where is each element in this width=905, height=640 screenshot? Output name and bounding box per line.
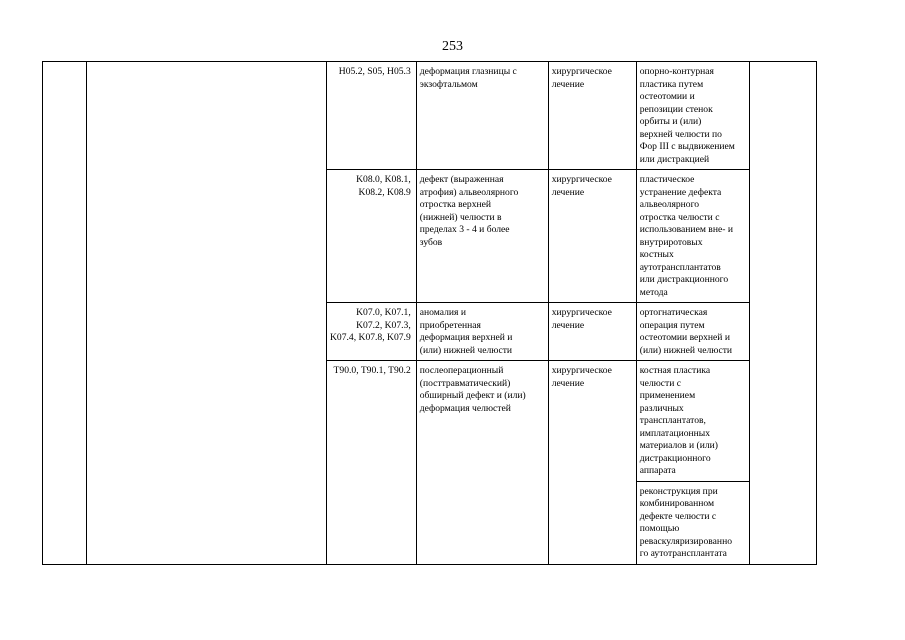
diagnosis-cell-line: обширный дефект и (или) — [419, 390, 526, 401]
treatment-type-cell-line: хирургическое — [551, 365, 612, 376]
icd-codes-cell-line: K08.2, K08.9 — [358, 186, 411, 198]
treatment-method-cell-line: репозиции стенок — [639, 103, 713, 115]
treatment-type-cell-line: лечение — [551, 319, 585, 331]
treatment-method-cell-line: остеотомии и — [639, 91, 695, 102]
treatment-method-cell-line: аппарата — [639, 465, 676, 476]
treatment-method-cell — [636, 481, 749, 564]
diagnosis-cell-line: деформация верхней и — [419, 332, 513, 343]
diagnosis-cell — [416, 62, 548, 170]
treatment-method-cell-line: или дистракцией — [639, 153, 710, 165]
icd-codes-cell-line: K07.4, K07.8, K07.9 — [330, 332, 411, 343]
treatment-method-cell-line: отростка челюсти с — [639, 211, 720, 223]
treatment-method-cell-line: костная пластика — [639, 365, 711, 376]
treatment-method-cell-line: дистракционного — [639, 452, 711, 464]
diagnosis-cell — [416, 361, 548, 565]
treatment-method-cell-line: использованием вне- и — [639, 224, 733, 235]
treatment-type-cell — [548, 361, 636, 565]
treatment-method-cell — [636, 361, 749, 482]
treatment-method-cell — [636, 62, 749, 170]
icd-codes-cell — [327, 303, 417, 361]
profile-cell — [87, 62, 327, 565]
treatment-method-cell — [636, 303, 749, 361]
treatment-method-cell-line: или дистракционного — [639, 274, 729, 285]
treatment-method-cell-line: Фор III с выдвижением — [639, 141, 735, 152]
treatment-method-cell-line: остеотомии верхней и — [639, 332, 730, 343]
diagnosis-cell-line: дефект (выраженная — [419, 174, 504, 185]
diagnosis-cell-line: отростка верхней — [419, 199, 492, 210]
treatment-method-cell — [636, 170, 749, 303]
icd-codes-cell — [327, 62, 417, 170]
diagnosis-cell-line: зубов — [419, 236, 443, 248]
icd-codes-cell-line: K07.2, K07.3, — [356, 319, 411, 331]
number-cell — [43, 62, 87, 565]
treatment-method-cell-line: челюсти с — [639, 377, 682, 389]
treatment-method-cell-line: имплатационных — [639, 427, 711, 439]
treatment-method-cell-line: помощью — [639, 523, 680, 534]
diagnosis-cell-line: экзофтальмом — [419, 78, 478, 90]
treatment-method-cell-line: операция путем — [639, 319, 705, 331]
treatment-type-cell-line: лечение — [551, 377, 585, 389]
treatment-method-cell-line: (или) нижней челюсти — [639, 344, 733, 356]
document-table-wrapper — [42, 61, 817, 565]
icd-codes-cell-line: K08.0, K08.1, — [356, 174, 411, 185]
diagnosis-cell-line: аномалия и — [419, 307, 466, 318]
diagnosis-cell-line: пределах 3 - 4 и более — [419, 224, 510, 235]
treatment-table — [42, 61, 817, 565]
icd-codes-cell-line: H05.2, S05, H05.3 — [338, 66, 411, 77]
diagnosis-cell-line: послеоперационный — [419, 365, 504, 376]
treatment-method-cell-line: устранение дефекта — [639, 186, 722, 198]
treatment-type-cell-line: лечение — [551, 186, 585, 198]
treatment-method-cell-line: различных — [639, 402, 684, 414]
table-body — [43, 62, 817, 565]
treatment-method-cell-line: ортогнатическая — [639, 307, 708, 318]
treatment-method-cell-line: внутриротовых — [639, 236, 703, 248]
diagnosis-cell-line: (или) нижней челюсти — [419, 344, 513, 356]
treatment-type-cell — [548, 303, 636, 361]
icd-codes-cell — [327, 361, 417, 565]
diagnosis-cell-line: атрофия) альвеолярного — [419, 186, 519, 198]
treatment-type-cell — [548, 62, 636, 170]
treatment-method-cell-line: метода — [639, 286, 668, 298]
diagnosis-cell — [416, 170, 548, 303]
treatment-method-cell-line: го аутотрансплантата — [639, 548, 727, 559]
page-number: 253 — [442, 39, 463, 54]
diagnosis-cell — [416, 303, 548, 361]
treatment-method-cell-line: трансплантатов, — [639, 415, 706, 426]
treatment-type-cell-line: хирургическое — [551, 307, 612, 318]
table-row — [43, 62, 817, 170]
treatment-method-cell-line: реконструкция при — [639, 485, 718, 497]
treatment-type-cell — [548, 170, 636, 303]
treatment-method-cell-line: материалов и (или) — [639, 440, 718, 451]
treatment-method-cell-line: опорно-контурная — [639, 66, 714, 77]
diagnosis-cell-line: (нижней) челюсти в — [419, 211, 502, 223]
treatment-method-cell-line: применением — [639, 390, 696, 401]
diagnosis-cell-line: деформация челюстей — [419, 402, 511, 414]
treatment-method-cell-line: костных — [639, 249, 674, 260]
treatment-method-cell-line: альвеолярного — [639, 199, 700, 210]
treatment-method-cell-line: дефекте челюсти с — [639, 510, 717, 522]
treatment-method-cell-line: реваскуляризированно — [639, 535, 733, 547]
treatment-type-cell-line: хирургическое — [551, 174, 612, 185]
treatment-method-cell-line: верхней челюсти по — [639, 128, 722, 140]
diagnosis-cell-line: (посттравматический) — [419, 377, 511, 389]
cost-cell — [749, 62, 816, 565]
diagnosis-cell-line: приобретенная — [419, 319, 481, 331]
treatment-method-cell-line: комбинированном — [639, 498, 715, 509]
treatment-method-cell-line: пластическое — [639, 174, 695, 185]
treatment-method-cell-line: орбиты и (или) — [639, 116, 702, 127]
treatment-type-cell-line: лечение — [551, 78, 585, 90]
icd-codes-cell-line: T90.0, T90.1, T90.2 — [333, 365, 411, 376]
treatment-type-cell-line: хирургическое — [551, 66, 612, 77]
treatment-method-cell-line: пластика путем — [639, 78, 704, 90]
treatment-method-cell-line: аутотрансплантатов — [639, 261, 721, 273]
icd-codes-cell-line: K07.0, K07.1, — [356, 307, 411, 318]
icd-codes-cell — [327, 170, 417, 303]
diagnosis-cell-line: деформация глазницы с — [419, 66, 517, 77]
